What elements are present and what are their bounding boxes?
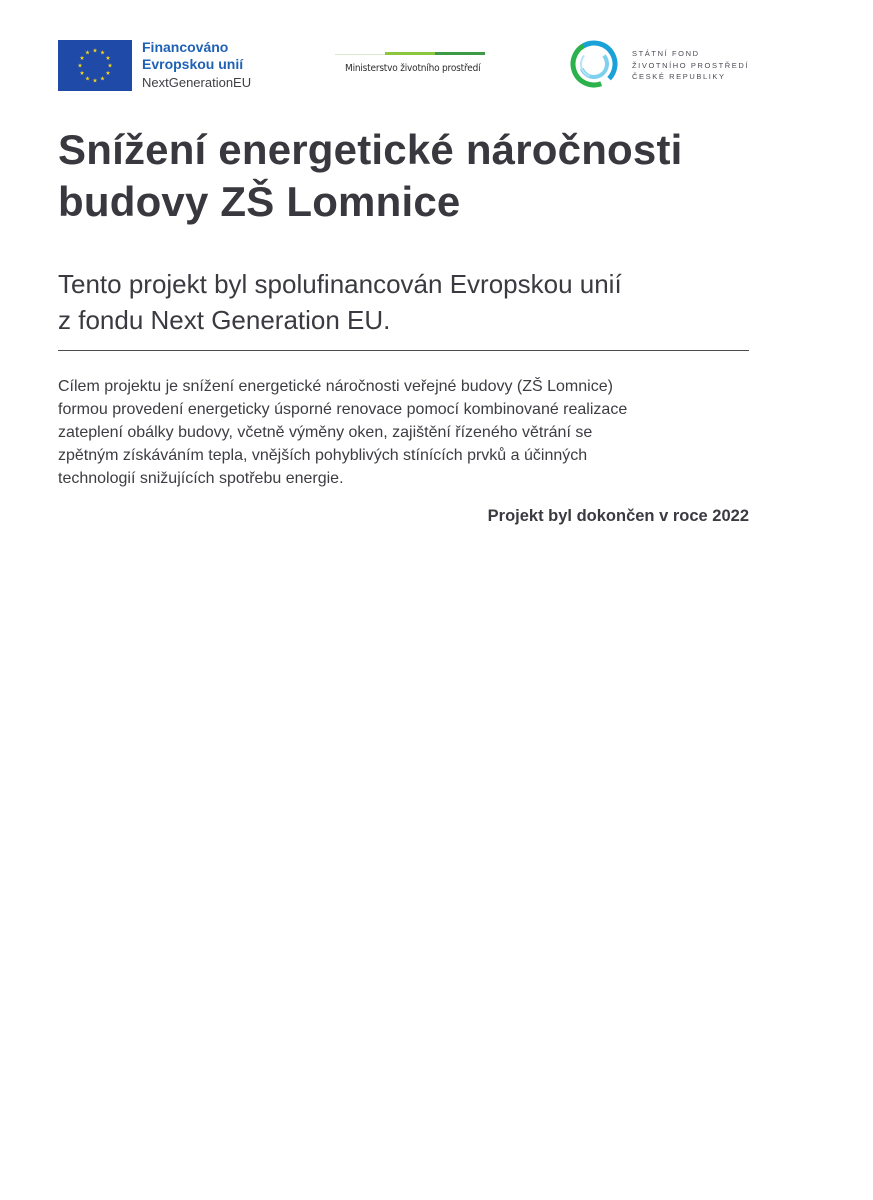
page-title-line1: Snížení energetické náročnosti (58, 126, 683, 173)
project-description (58, 375, 758, 490)
completion-note: Projekt byl dokončen v roce 2022 (487, 507, 749, 525)
description-line1: Cílem projektu je snížení energetické náročnosti veřejné budovy (ZŠ Lomnice) (58, 378, 613, 395)
ministry-logo-bars (335, 50, 487, 56)
eu-logo-text (142, 39, 251, 91)
ministry-logo-text: Ministerstvo životního prostředí (345, 63, 481, 74)
divider-line (58, 350, 749, 351)
state-fund-line2: ŽIVOTNÍHO PROSTŘEDÍ (632, 60, 750, 70)
state-fund-line3: ČESKÉ REPUBLIKY (632, 72, 726, 82)
state-fund-logo (570, 40, 749, 88)
description-line2: formou provedení energeticky úsporné renovace pomocí kombinované realizace (58, 401, 628, 418)
funding-statement-line1: Tento projekt byl spolufinancován Evropskou unií (58, 269, 622, 299)
state-fund-circle-icon (570, 40, 618, 88)
state-fund-logo-text (632, 48, 749, 83)
eu-logo-line3: NextGenerationEU (142, 75, 252, 90)
ministry-logo (335, 50, 487, 74)
eu-logo-line1: Financováno (142, 39, 229, 55)
ministry-bar-green (435, 52, 485, 55)
eu-flag-icon (58, 40, 132, 91)
page-title-line2: budovy ZŠ Lomnice (58, 178, 461, 225)
description-line3: zateplení obálky budovy, včetně výměny oken, zajištění řízeného větrání se (58, 424, 593, 441)
ministry-bar-light (335, 54, 385, 55)
eu-funding-logo (58, 40, 251, 91)
ministry-bar-lime (385, 52, 435, 55)
description-line4: zpětným získáváním tepla, vnějších pohyblivých stínících prvků a účinných (58, 447, 588, 464)
page-title (58, 124, 778, 228)
eu-logo-line2: Evropskou unií (142, 56, 244, 72)
funding-statement-line2: z fondu Next Generation EU. (58, 305, 391, 335)
state-fund-line1: STÁTNÍ FOND (632, 49, 700, 59)
description-line5: technologií snižujících spotřebu energie. (58, 470, 344, 487)
funding-statement (58, 266, 778, 338)
